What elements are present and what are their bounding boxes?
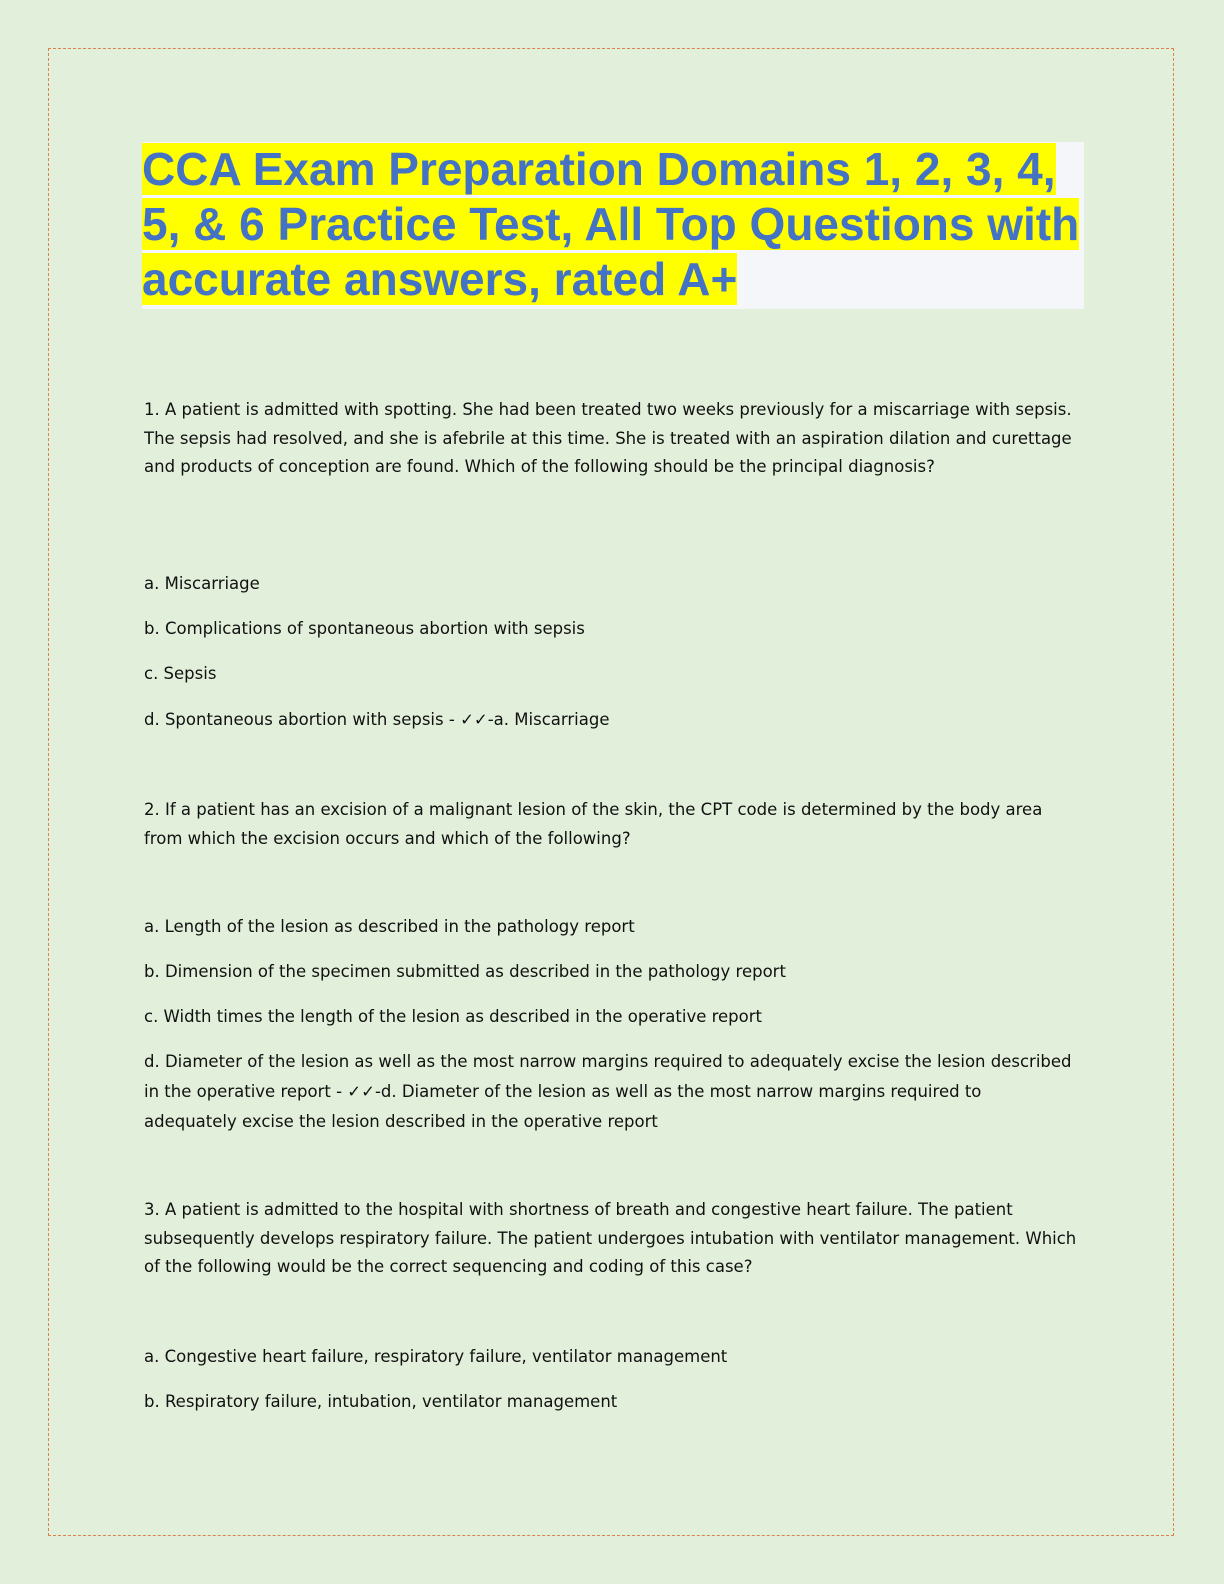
question-3-text: 3. A patient is admitted to the hospital with shortness of breath and congestive heart failure. The patient subsequently develops respiratory failure. The patient undergoes intubation with ventilator management. Which of the following would be the correct sequencing and coding of this case? xyxy=(144,1200,1077,1276)
question-1-option-b: b. Complications of spontaneous abortion with sepsis xyxy=(144,619,585,638)
question-1-option-d-text: d. Spontaneous abortion with sepsis - xyxy=(144,710,461,729)
question-2-option-b: b. Dimension of the specimen submitted as described in the pathology report xyxy=(144,962,786,981)
document-title: CCA Exam Preparation Domains 1, 2, 3, 4, 5, & 6 Practice Test, All Top Questions with accurate answers, rated A+ xyxy=(142,143,1080,305)
check-mark-icon: ✓✓ xyxy=(347,1082,375,1101)
question-2-option-c: c. Width times the length of the lesion as described in the operative report xyxy=(144,1007,763,1026)
question-1-option-a: a. Miscarriage xyxy=(144,574,260,593)
question-2-answer: -d. Diameter of the lesion as well as the most narrow margins required to adequately excise the lesion described in the operative report xyxy=(144,1082,982,1131)
question-1-option-c: c. Sepsis xyxy=(144,664,217,683)
question-3-option-b: b. Respiratory failure, intubation, ventilator management xyxy=(144,1392,618,1411)
title-box xyxy=(142,142,1084,309)
check-mark-icon: ✓✓ xyxy=(460,710,488,729)
question-2-option-d xyxy=(144,1047,1079,1137)
question-2-text: 2. If a patient has an excision of a malignant lesion of the skin, the CPT code is determined by the body area from which the excision occurs and which of the following? xyxy=(144,800,1043,848)
question-1-answer: -a. Miscarriage xyxy=(487,710,610,729)
question-1-option-d xyxy=(144,706,1079,735)
question-1-text: 1. A patient is admitted with spotting. She had been treated two weeks previously for a miscarriage with sepsis. The sepsis had resolved, and she is afebrile at this time. She is treated with an aspiration dilation and curettage and products of conception are found. Which of the following should be the principal diagnosis? xyxy=(144,400,1072,476)
question-2-option-a: a. Length of the lesion as described in the pathology report xyxy=(144,917,635,936)
question-3-option-a: a. Congestive heart failure, respiratory failure, ventilator management xyxy=(144,1347,728,1366)
question-2-option-d-text: d. Diameter of the lesion as well as the most narrow margins required to adequately excise the lesion described in the operative report - xyxy=(144,1052,1072,1101)
